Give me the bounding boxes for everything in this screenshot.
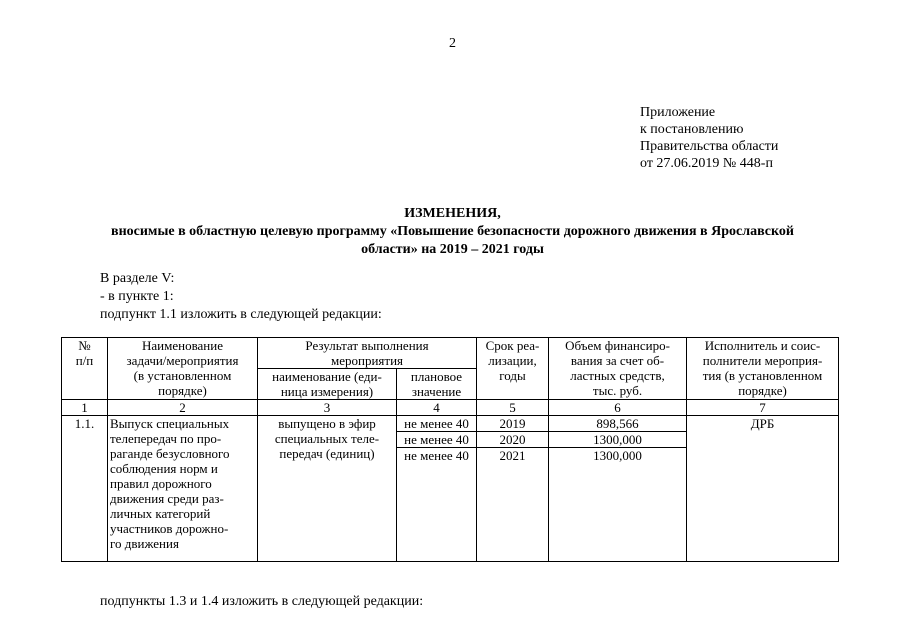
intro-text — [100, 270, 382, 324]
header-row-1 — [62, 338, 839, 369]
column-number: 1 — [62, 400, 108, 416]
intro-line-subitem: подпункт 1.1 изложить в следующей редакции: — [100, 307, 382, 322]
row-amount-2020: 1300,000 — [549, 432, 687, 448]
column-number: 6 — [549, 400, 687, 416]
annex-block: Приложение к постановлению Правительства области от 27.06.2019 № 448-п — [640, 105, 779, 171]
column-number: 2 — [108, 400, 258, 416]
row-year-2019: 2019 — [477, 416, 549, 432]
column-number-row — [62, 400, 839, 416]
header-num: № п/п — [62, 338, 108, 400]
header-finance: Объем финансиро- вания за счет об- ластных средств, тыс. руб. — [549, 338, 687, 400]
table-row — [62, 416, 839, 432]
header-term: Срок реа- лизации, годы — [477, 338, 549, 400]
column-number: 4 — [397, 400, 477, 416]
row-num: 1.1. — [62, 416, 108, 562]
header-result: Результат выполнения мероприятия — [258, 338, 477, 369]
header-name: Наименование задачи/мероприятия (в установленном порядке) — [108, 338, 258, 400]
row-amount-2019: 898,566 — [549, 416, 687, 432]
header-result-value: плановое значение — [397, 369, 477, 400]
column-number: 3 — [258, 400, 397, 416]
empty-cell — [549, 463, 687, 561]
empty-cell — [477, 463, 549, 561]
changes-table — [61, 337, 839, 562]
row-result-name: выпущено в эфир специальных теле- передач (единиц) — [258, 416, 397, 562]
column-number: 5 — [477, 400, 549, 416]
header-result-name: наименование (еди- ница измерения) — [258, 369, 397, 400]
document-heading — [40, 205, 865, 259]
footer-instruction: подпункты 1.3 и 1.4 изложить в следующей редакции: — [100, 594, 424, 609]
row-amount-2021: 1300,000 — [549, 448, 687, 464]
row-name: Выпуск специальных телепередач по про- pаганде безусловного соблюдения норм и правил дорожного движения среди раз- личных категорий участников дорожно- го движения — [108, 416, 258, 562]
empty-cell — [397, 463, 477, 561]
row-year-2020: 2020 — [477, 432, 549, 448]
heading-line-1: вносимые в областную целевую программу «Повышение безопасности дорожного движения в Ярославской — [111, 224, 794, 239]
intro-line-section: В разделе V: — [100, 271, 175, 286]
header-executor: Исполнитель и соис- полнители мероприя- тия (в установленном порядке) — [687, 338, 839, 400]
heading-title: ИЗМЕНЕНИЯ, — [404, 206, 501, 221]
row-year-2021: 2021 — [477, 448, 549, 464]
column-number: 7 — [687, 400, 839, 416]
page-number: 2 — [449, 36, 456, 51]
row-value-2019: не менее 40 — [397, 416, 477, 432]
intro-line-item: - в пункте 1: — [100, 289, 174, 304]
row-value-2020: не менее 40 — [397, 432, 477, 448]
row-value-2021: не менее 40 — [397, 448, 477, 464]
row-executor: ДРБ — [687, 416, 839, 562]
heading-line-2: области» на 2019 – 2021 годы — [361, 242, 544, 257]
